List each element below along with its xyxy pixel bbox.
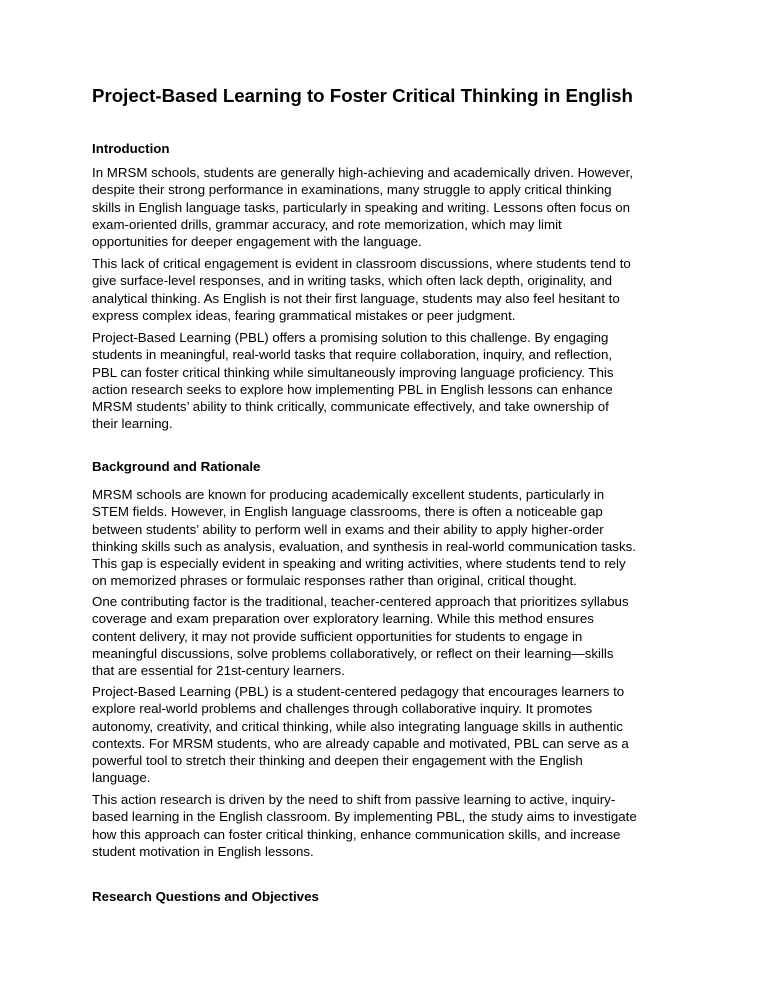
document-title: Project-Based Learning to Foster Critical Thinking in English (92, 85, 633, 106)
background-paragraph-1: MRSM schools are known for producing academically excellent students, particularly in STEM fields. However, in English language classrooms, there is often a noticeable gap between students’ ability to perform well in exams and their ability to apply higher-order thinking skills such as analysis, evaluation, and synthesis in real-world communication tasks. This gap is especially evident in speaking and writing activities, where students tend to rely on memorized phrases or formulaic responses rather than original, critical thought. (92, 487, 636, 589)
introduction-paragraph-1: In MRSM schools, students are generally high-achieving and academically driven. However, despite their strong performance in examinations, many struggle to apply critical thinking skills in English language tasks, particularly in speaking and writing. Lessons often focus on exam-oriented drills, grammar accuracy, and rote memorization, which may limit opportunities for deeper engagement with the language. (92, 165, 634, 250)
background-paragraph-3: Project-Based Learning (PBL) is a student-centered pedagogy that encourages learners to explore real-world problems and challenges through collaborative inquiry. It promotes autonomy, creativity, and critical thinking, while also integrating language skills in authentic contexts. For MRSM students, who are already capable and motivated, PBL can serve as a powerful tool to stretch their thinking and deepen their engagement with the English language. (92, 684, 629, 786)
section-heading-research-questions: Research Questions and Objectives (92, 889, 319, 904)
background-paragraph-2: One contributing factor is the traditional, teacher-centered approach that prioritizes syllabus coverage and exam preparation over exploratory learning. While this method ensures content delivery, it may not provide sufficient opportunities for students to engage in meaningful discussions, solve problems collaboratively, or reflect on their learning—skills that are essential for 21st-century learners. (92, 594, 629, 679)
background-paragraph-4: This action research is driven by the need to shift from passive learning to active, inquiry- based learning in the English classroom. By implementing PBL, the study aims to investigate how this approach can foster critical thinking, enhance communication skills, and increase student motivation in English lessons. (92, 792, 637, 859)
introduction-paragraph-3: Project-Based Learning (PBL) offers a promising solution to this challenge. By engaging students in meaningful, real-world tasks that require collaboration, inquiry, and reflection, PBL can foster critical thinking while simultaneously improving language proficiency. This action research seeks to explore how implementing PBL in English lessons can enhance MRSM students’ ability to think critically, communicate effectively, and take ownership of their learning. (92, 330, 614, 432)
section-heading-introduction: Introduction (92, 141, 170, 156)
introduction-paragraph-2: This lack of critical engagement is evident in classroom discussions, where students tend to give surface-level responses, and in writing tasks, which often lack depth, originality, and analytical thinking. As English is not their first language, students may also feel hesitant to express complex ideas, fearing grammatical mistakes or peer judgment. (92, 256, 631, 323)
section-heading-background-and-rationale: Background and Rationale (92, 459, 261, 474)
